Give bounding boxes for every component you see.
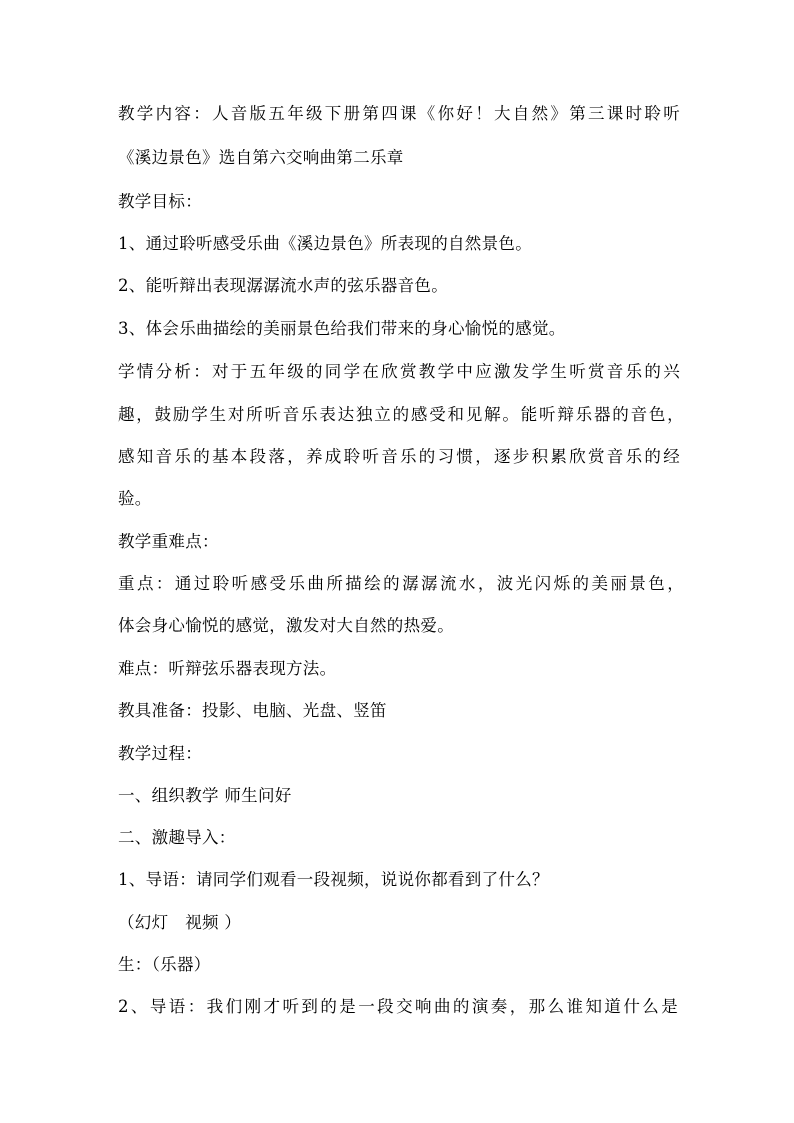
student-analysis-line-2: 趣，鼓励学生对所听音乐表达独立的感受和见解。能听辩乐器的音色， xyxy=(118,405,684,424)
teaching-aids: 教具准备：投影、电脑、光盘、竖笛 xyxy=(118,701,387,720)
step-1-organize: 一、组织教学 师生问好 xyxy=(118,786,292,805)
objective-3: 3、体会乐曲描绘的美丽景色给我们带来的身心愉悦的感觉。 xyxy=(118,319,566,338)
slide-video-note: （幻灯 视频 ） xyxy=(118,913,242,932)
objective-1: 1、通过聆听感受乐曲《溪边景色》所表现的自然景色。 xyxy=(118,234,532,253)
student-analysis-line-1: 学情分析：对于五年级的同学在欣赏教学中应激发学生听赏音乐的兴 xyxy=(118,362,680,381)
teaching-content-line-2: 《溪边景色》选自第六交响曲第二乐章 xyxy=(118,148,404,167)
key-point-line-1: 重点：通过聆听感受乐曲所描绘的潺潺流水，波光闪烁的美丽景色， xyxy=(118,574,684,593)
intro-item-1: 1、导语：请同学们观看一段视频，说说你都看到了什么？ xyxy=(118,870,549,889)
intro-item-2: 2、导语：我们刚才听到的是一段交响曲的演奏，那么谁知道什么是 xyxy=(118,997,678,1016)
student-analysis-line-4: 验。 xyxy=(118,489,152,508)
teaching-content-line-1: 教学内容：人音版五年级下册第四课《你好！大自然》第三课时聆听 xyxy=(118,104,680,123)
difficult-point: 难点：听辩弦乐器表现方法。 xyxy=(118,659,337,678)
key-point-line-2: 体会身心愉悦的感觉，激发对大自然的热爱。 xyxy=(118,616,454,635)
student-answer: 生：（乐器） xyxy=(118,955,211,974)
key-difficult-points-heading: 教学重难点： xyxy=(118,532,219,551)
teaching-process-heading: 教学过程： xyxy=(118,744,202,763)
student-analysis-line-3: 感知音乐的基本段落，养成聆听音乐的习惯，逐步积累欣赏音乐的经 xyxy=(118,447,680,466)
step-2-introduction: 二、激趣导入： xyxy=(118,828,236,847)
objective-2: 2、能听辩出表现潺潺流水声的弦乐器音色。 xyxy=(118,276,448,295)
teaching-objectives-heading: 教学目标： xyxy=(118,192,202,211)
